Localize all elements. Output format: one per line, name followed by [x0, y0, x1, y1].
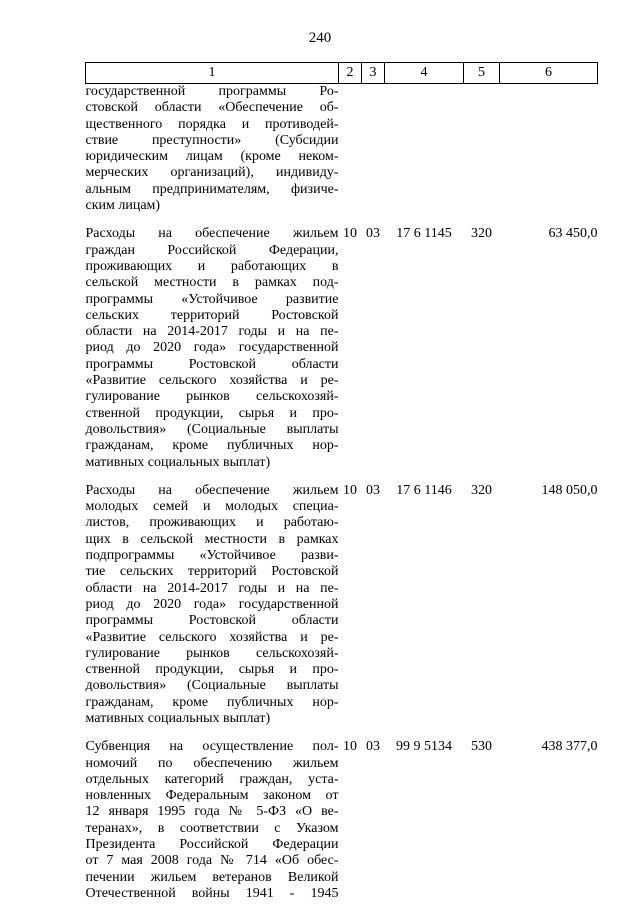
description-line: граждан Российской Федерации, [85, 242, 339, 258]
description-line: стовской области «Обеспечение об- [85, 100, 339, 116]
target-article-code [385, 84, 464, 215]
row-spacer [86, 727, 598, 739]
description-line: государственной программы Ро- [85, 84, 339, 99]
expense-type-code: 530 [471, 739, 492, 755]
description-line: подпрограммы «Устойчивое разви- [85, 548, 339, 564]
expense-type-code: 320 [471, 482, 492, 498]
description-line: Президента Российской Федерации [85, 837, 339, 853]
description-line: сельской местности в рамках под- [85, 275, 339, 291]
description-line: области на 2014-2017 годы и на пе- [85, 580, 339, 596]
description-line: тие сельских территорий Ростовской [85, 564, 339, 580]
description-line: гулирование рынков сельскохозяй- [85, 645, 339, 661]
amount-value: 63 450,0 [548, 226, 598, 242]
header-row [86, 63, 598, 84]
description-line: молодых семей и молодых специа- [85, 499, 339, 515]
description-line: Отечественной войны 1941 - 1945 [85, 885, 339, 901]
description-line: программы Ростовской области [85, 613, 339, 629]
description-line: «Развитие сельского хозяйства и ре- [85, 629, 339, 645]
description-line: мативных социальных выплат) [85, 710, 271, 726]
description-line: юридическим лицам (кроме неком- [85, 149, 339, 165]
table-row [86, 84, 598, 215]
description-line: довольствия» (Социальные выплаты [85, 678, 339, 694]
description-line: Расходы на обеспечение жильем [85, 482, 339, 498]
amount-value: 438 377,0 [541, 739, 598, 755]
expense-type-code [464, 84, 500, 215]
description-line: области на 2014-2017 годы и на пе- [85, 324, 339, 340]
description-line: гражданам, кроме публичных нор- [85, 694, 339, 710]
target-article-code: 17 6 1146 [396, 482, 452, 498]
column-header: 6 [500, 63, 598, 84]
description-line: альным предпринимателям, физиче- [85, 181, 339, 197]
description-line: новленных Федеральным законом от [85, 788, 339, 804]
description-line: щих в сельской местности в рамках [85, 531, 339, 547]
subsection-code: 03 [366, 739, 380, 755]
description-line: Субвенция на осуществление пол- [85, 739, 339, 755]
section-code [339, 84, 362, 215]
description-line: Расходы на обеспечение жильем [85, 226, 339, 242]
description-line: отдельных категорий граждан, уста- [85, 771, 339, 787]
target-article-code: 17 6 1145 [396, 226, 452, 242]
row-spacer [86, 471, 598, 483]
description-line: 12 января 1995 года № 5-ФЗ «О ве- [85, 804, 339, 820]
row-description [86, 483, 339, 727]
table-row [86, 739, 598, 902]
row-description [86, 84, 339, 215]
description-line: ственной продукции, сырья и про- [85, 405, 339, 421]
column-header: 1 [86, 63, 339, 84]
column-header: 2 [339, 63, 362, 84]
amount-value [500, 84, 598, 215]
description-line: сельских территорий Ростовской [85, 307, 339, 323]
description-line: ским лицам) [85, 198, 161, 214]
description-line: теранах», в соответствии с Указом [85, 820, 339, 836]
description-line: риод до 2020 года» государственной [85, 596, 339, 612]
description-line: «Развитие сельского хозяйства и ре- [85, 373, 339, 389]
subsection-code: 03 [366, 226, 380, 242]
description-line: гулирование рынков сельскохозяй- [85, 389, 339, 405]
section-code: 10 [343, 482, 357, 498]
subsection-code [362, 84, 385, 215]
section-code: 10 [343, 739, 357, 755]
table-row [86, 226, 598, 470]
description-line: проживающих и работающих в [85, 258, 339, 274]
description-line: от 7 мая 2008 года № 714 «Об обес- [85, 853, 339, 869]
section-code: 10 [343, 226, 357, 242]
target-article-code: 99 9 5134 [396, 739, 452, 755]
row-spacer [86, 214, 598, 226]
subsection-code: 03 [366, 482, 380, 498]
description-line: печении жильем ветеранов Великой [85, 869, 339, 885]
amount-value: 148 050,0 [541, 482, 598, 498]
description-line: риод до 2020 года» государственной [85, 340, 339, 356]
row-description [86, 226, 339, 470]
description-line: щественного порядка и противодей- [85, 116, 339, 132]
column-header: 4 [385, 63, 464, 84]
table-row [86, 483, 598, 727]
description-line: гражданам, кроме публичных нор- [85, 438, 339, 454]
budget-table [85, 62, 598, 902]
description-line: программы «Устойчивое развитие [85, 291, 339, 307]
row-description [86, 739, 339, 902]
description-line: довольствия» (Социальные выплаты [85, 421, 339, 437]
expense-type-code: 320 [471, 226, 492, 242]
description-line: программы Ростовской области [85, 356, 339, 372]
description-line: мативных социальных выплат) [85, 454, 271, 470]
page-number: 240 [308, 30, 332, 46]
description-line: номочий по обеспечению жильем [85, 755, 339, 771]
description-line: ствие преступности» (Субсидии [85, 132, 339, 148]
description-line: листов, проживающих и работаю- [85, 515, 339, 531]
description-line: мерческих организаций), индивиду- [85, 165, 339, 181]
description-line: ственной продукции, сырья и про- [85, 662, 339, 678]
column-header: 5 [464, 63, 500, 84]
column-header: 3 [362, 63, 385, 84]
